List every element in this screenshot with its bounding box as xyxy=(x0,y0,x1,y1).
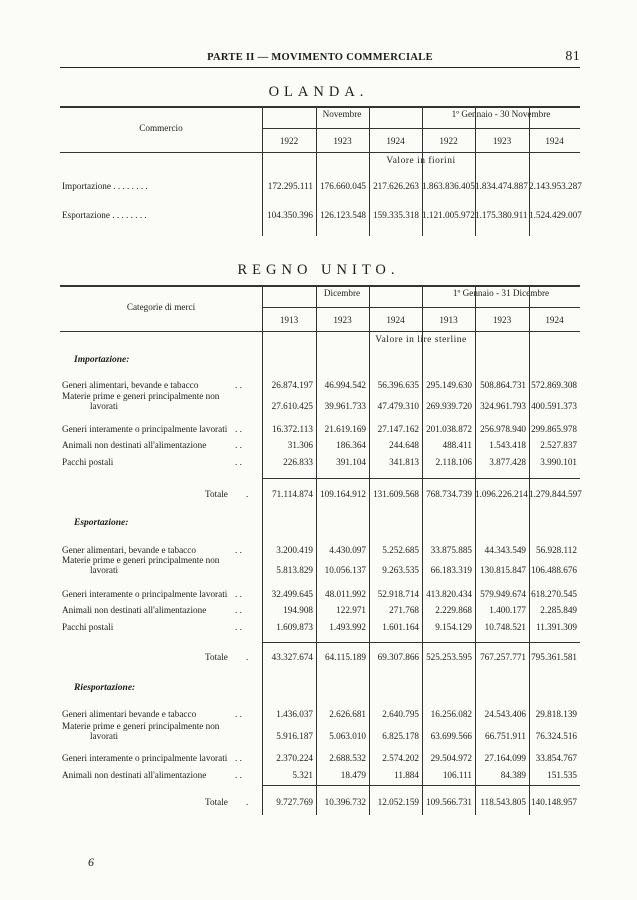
category-cell: 269.939.720 xyxy=(426,401,472,411)
total-rule xyxy=(262,785,580,786)
category-cell: 1.609.873 xyxy=(276,622,313,632)
category-cell: 106.488.676 xyxy=(531,565,577,575)
olanda-cell: 159.335.318 xyxy=(373,210,419,220)
olanda-col-rule xyxy=(422,108,423,236)
page-number: 81 xyxy=(565,49,580,64)
category-cell: 16.372.113 xyxy=(271,424,313,434)
regno-col-rule xyxy=(422,287,423,815)
category-cell: 5.063.010 xyxy=(329,731,366,741)
category-cell: 1.601.164 xyxy=(382,622,419,632)
olanda-group1: Novembre xyxy=(322,109,362,119)
category-cell: 579.949.674 xyxy=(480,589,526,599)
total-cell: 9.727.769 xyxy=(276,797,313,807)
category-cell: 66.183.319 xyxy=(430,565,472,575)
category-cell: 4.430.097 xyxy=(329,545,366,555)
category-cell: 31.306 xyxy=(287,440,313,450)
category-label: Materie prime e generi principalmente non xyxy=(62,555,220,565)
regno-col-rule xyxy=(475,287,476,815)
regno-year-3: 1913 xyxy=(439,315,458,325)
category-cell: 5.916.187 xyxy=(276,731,313,741)
total-cell: 140.148.957 xyxy=(531,797,577,807)
category-cell: 5.252.685 xyxy=(382,545,419,555)
category-cell: 6.825.178 xyxy=(382,731,419,741)
total-cell: 768.734.739 xyxy=(426,489,472,499)
total-cell: 69.307.866 xyxy=(377,652,419,662)
category-cell: 299.865.978 xyxy=(531,424,577,434)
regno-year-5: 1924 xyxy=(545,315,564,325)
category-cell: 5.813.829 xyxy=(276,565,313,575)
regno-group2: 1º Gennaio - 31 Dicembre xyxy=(452,288,550,298)
total-cell: 12.052.159 xyxy=(377,797,419,807)
running-head-title: PARTE II — MOVIMENTO COMMERCIALE xyxy=(207,52,433,63)
category-cell: 3.990.101 xyxy=(540,457,577,467)
section-heading: Riesportazione: xyxy=(74,683,136,693)
olanda-cell: 1.121.005.972 xyxy=(422,210,475,220)
category-cell: 106.111 xyxy=(442,770,472,780)
olanda-year-0: 1922 xyxy=(279,136,299,146)
category-label: Generi interamente o principalmente lavorati xyxy=(62,424,228,434)
total-cell: 109.566.731 xyxy=(426,797,472,807)
category-cell: 1.436.037 xyxy=(276,709,313,719)
category-cell: 29.818.139 xyxy=(535,709,577,719)
category-cell: 400.591.373 xyxy=(531,401,577,411)
olanda-cell: 217.626.263 xyxy=(373,181,419,191)
category-cell: 48.011.992 xyxy=(324,589,366,599)
olanda-row-label: Esportazione . . . . . . . . xyxy=(62,210,147,220)
category-cell: 413.820.434 xyxy=(426,589,472,599)
category-label: Generi alimentari bevande e tabacco xyxy=(62,709,197,719)
category-label: Generi alimentari, bevande e tabacco xyxy=(62,380,199,390)
total-cell: 1.279.844.597 xyxy=(529,489,582,499)
footer-page-mark: 6 xyxy=(88,855,94,869)
category-cell: 16.256.082 xyxy=(430,709,472,719)
total-cell: 10.396.732 xyxy=(324,797,366,807)
header-rule xyxy=(60,67,580,68)
olanda-cell: 1.863.836.405 xyxy=(422,181,475,191)
category-cell: 9.154.129 xyxy=(435,622,472,632)
category-cell: 295.149.630 xyxy=(426,380,472,390)
category-cell: 11.884 xyxy=(394,770,419,780)
category-label: Pacchi postali xyxy=(62,457,114,467)
category-cell: 1.400.177 xyxy=(489,605,526,615)
category-label-cont: lavorati xyxy=(90,565,119,575)
total-label: Totale xyxy=(205,652,228,662)
category-cell: 18.479 xyxy=(340,770,366,780)
category-cell: 2.640.795 xyxy=(382,709,419,719)
regno-row-header: Categorie di merci xyxy=(126,302,196,312)
category-cell: 194.908 xyxy=(283,605,313,615)
category-cell: 10.056.137 xyxy=(324,565,366,575)
category-cell: 1.493.992 xyxy=(329,622,366,632)
regno-unito-title: REGNO UNITO. xyxy=(237,262,400,278)
category-cell: 2.285.849 xyxy=(540,605,577,615)
category-cell: 3.877.428 xyxy=(489,457,526,467)
category-label: Generi interamente o principalmente lavorati xyxy=(62,589,228,599)
olanda-col-rule xyxy=(475,108,476,236)
category-cell: 2.370.224 xyxy=(276,753,313,763)
regno-top-rule xyxy=(60,285,580,287)
olanda-year-1: 1923 xyxy=(333,136,352,146)
total-label: Totale xyxy=(205,797,228,807)
category-label: Materie prime e generi principalmente non xyxy=(62,721,220,731)
category-cell: 56.396.635 xyxy=(377,380,419,390)
category-cell: 66.751.911 xyxy=(484,731,526,741)
category-cell: 1.543.418 xyxy=(489,440,526,450)
category-cell: 47.479.310 xyxy=(377,401,419,411)
category-cell: 2.574.202 xyxy=(382,753,419,763)
category-cell: 226.833 xyxy=(283,457,313,467)
section-heading: Esportazione: xyxy=(74,518,129,528)
total-label: Totale xyxy=(205,489,228,499)
category-cell: 324.961.793 xyxy=(480,401,526,411)
total-rule xyxy=(262,642,580,643)
category-cell: 2.527.837 xyxy=(540,440,577,450)
olanda-unit: Valore in fiorini xyxy=(386,156,456,166)
regno-col-rule xyxy=(369,287,370,815)
category-cell: 63.699.566 xyxy=(430,731,472,741)
regno-col-rule xyxy=(262,287,263,815)
category-cell: 256.978.940 xyxy=(480,424,526,434)
olanda-col-rule xyxy=(262,108,263,236)
category-cell: 9.263.535 xyxy=(382,565,419,575)
olanda-cell: 2.143.953.287 xyxy=(529,181,582,191)
category-cell: 572.869.308 xyxy=(531,380,577,390)
category-label: Generi interamente o principalmente lavorati xyxy=(62,753,228,763)
category-cell: 29.504.972 xyxy=(430,753,472,763)
category-cell: 56.928.112 xyxy=(535,545,577,555)
category-label: Animali non destinati all'alimentazione xyxy=(62,440,207,450)
total-cell: 109.164.912 xyxy=(320,489,366,499)
total-cell: 1.096.226.214 xyxy=(475,489,528,499)
category-cell: 244.648 xyxy=(389,440,419,450)
regno-unit: Valore in lire sterline xyxy=(375,335,467,345)
category-cell: 186.364 xyxy=(336,440,366,450)
category-label-cont: lavorati xyxy=(90,401,119,411)
leader-dots: . . xyxy=(235,424,242,434)
category-cell: 27.164.099 xyxy=(484,753,526,763)
category-cell: 33.875.885 xyxy=(430,545,472,555)
category-cell: 130.815.847 xyxy=(480,565,526,575)
category-label: Animali non destinati all'alimentazione xyxy=(62,605,207,615)
olanda-cell: 176.660.045 xyxy=(320,181,366,191)
olanda-year-3: 1922 xyxy=(439,136,458,146)
regno-group-rule xyxy=(262,307,580,308)
olanda-group-rule xyxy=(262,128,580,129)
total-cell: 795.361.581 xyxy=(531,652,577,662)
category-cell: 151.535 xyxy=(547,770,577,780)
leader-dots: . . xyxy=(235,545,242,555)
olanda-header-bottom-rule xyxy=(60,152,580,153)
regno-header-bottom-rule xyxy=(60,331,580,332)
category-cell: 84.389 xyxy=(500,770,526,780)
category-cell: 2.688.532 xyxy=(329,753,366,763)
category-cell: 341.813 xyxy=(389,457,419,467)
category-cell: 11.391.309 xyxy=(535,622,577,632)
olanda-row-label: Importazione . . . . . . . . xyxy=(62,181,148,191)
total-cell: 71.114.874 xyxy=(271,489,313,499)
category-cell: 52.918.714 xyxy=(377,589,419,599)
total-dot: . xyxy=(246,797,249,807)
category-cell: 27.147.162 xyxy=(377,424,419,434)
category-cell: 618.270.545 xyxy=(531,589,577,599)
running-head xyxy=(60,50,580,66)
regno-year-4: 1923 xyxy=(492,315,512,325)
olanda-cell: 126.123.548 xyxy=(320,210,366,220)
category-cell: 26.874.197 xyxy=(271,380,313,390)
category-cell: 5.321 xyxy=(292,770,313,780)
total-cell: 131.609.568 xyxy=(373,489,419,499)
category-cell: 391.104 xyxy=(336,457,366,467)
leader-dots: . . xyxy=(235,457,242,467)
category-cell: 27.610.425 xyxy=(271,401,313,411)
olanda-cell: 1.834.474.887 xyxy=(475,181,528,191)
total-dot: . xyxy=(246,652,249,662)
olanda-year-4: 1923 xyxy=(492,136,512,146)
olanda-year-2: 1924 xyxy=(386,136,405,146)
category-cell: 21.619.169 xyxy=(324,424,366,434)
category-cell: 488.411 xyxy=(442,440,472,450)
category-cell: 508.864.731 xyxy=(480,380,526,390)
olanda-cell: 104.350.396 xyxy=(267,210,313,220)
olanda-cell: 1.175.380.911 xyxy=(475,210,528,220)
category-cell: 24.543.406 xyxy=(484,709,526,719)
leader-dots: . . xyxy=(235,440,242,450)
category-label-cont: lavorati xyxy=(90,731,119,741)
category-cell: 33.854.767 xyxy=(535,753,577,763)
category-label: Pacchi postali xyxy=(62,622,114,632)
category-cell: 2.229.868 xyxy=(435,605,472,615)
total-cell: 64.115.189 xyxy=(324,652,366,662)
regno-col-rule xyxy=(316,287,317,815)
total-cell: 43.327.674 xyxy=(271,652,313,662)
regno-group1: Dicembre xyxy=(323,288,361,298)
category-cell: 201.038.872 xyxy=(426,424,472,434)
category-cell: 44.343.549 xyxy=(484,545,526,555)
regno-year-2: 1924 xyxy=(386,315,405,325)
category-cell: 32.499.645 xyxy=(271,589,313,599)
leader-dots: . . xyxy=(235,622,242,632)
leader-dots: . . xyxy=(235,709,242,719)
olanda-col-rule xyxy=(316,108,317,236)
leader-dots: . . xyxy=(235,380,242,390)
category-cell: 271.768 xyxy=(389,605,419,615)
category-cell: 122.971 xyxy=(336,605,366,615)
category-cell: 46.994.542 xyxy=(324,380,366,390)
category-cell: 2.118.106 xyxy=(435,457,472,467)
olanda-cell: 1.524.429.007 xyxy=(529,210,582,220)
regno-year-0: 1913 xyxy=(279,315,299,325)
leader-dots: . . xyxy=(235,605,242,615)
category-cell: 2.626.681 xyxy=(329,709,366,719)
total-cell: 118.543.805 xyxy=(480,797,526,807)
leader-dots: . . xyxy=(235,770,242,780)
total-cell: 767.257.771 xyxy=(480,652,526,662)
regno-col-rule xyxy=(529,287,530,815)
category-cell: 76.324.516 xyxy=(535,731,577,741)
section-heading: Importazione: xyxy=(74,355,130,365)
olanda-row-header: Commercio xyxy=(139,123,183,133)
olanda-top-rule xyxy=(60,106,580,108)
category-cell: 39.961.733 xyxy=(324,401,366,411)
regno-year-1: 1923 xyxy=(333,315,352,325)
category-label: Animali non destinati all'alimentazione xyxy=(62,770,207,780)
total-dot: . xyxy=(246,489,249,499)
olanda-year-5: 1924 xyxy=(545,136,564,146)
category-cell: 3.200.419 xyxy=(276,545,313,555)
category-label: Materie prime e generi principalmente non xyxy=(62,391,220,401)
leader-dots: . . xyxy=(235,753,242,763)
total-rule xyxy=(262,478,580,479)
category-label: Gener alimentari, bevande e tabacco xyxy=(62,545,196,555)
leader-dots: . . xyxy=(235,589,242,599)
category-cell: 10.748.521 xyxy=(484,622,526,632)
olanda-col-rule xyxy=(369,108,370,236)
total-cell: 525.253.595 xyxy=(426,652,472,662)
olanda-title: OLANDA. xyxy=(268,84,369,100)
olanda-cell: 172.295.111 xyxy=(267,181,313,191)
olanda-group2: 1º Gennaio - 30 Novembre xyxy=(451,109,551,119)
olanda-col-rule xyxy=(529,108,530,236)
